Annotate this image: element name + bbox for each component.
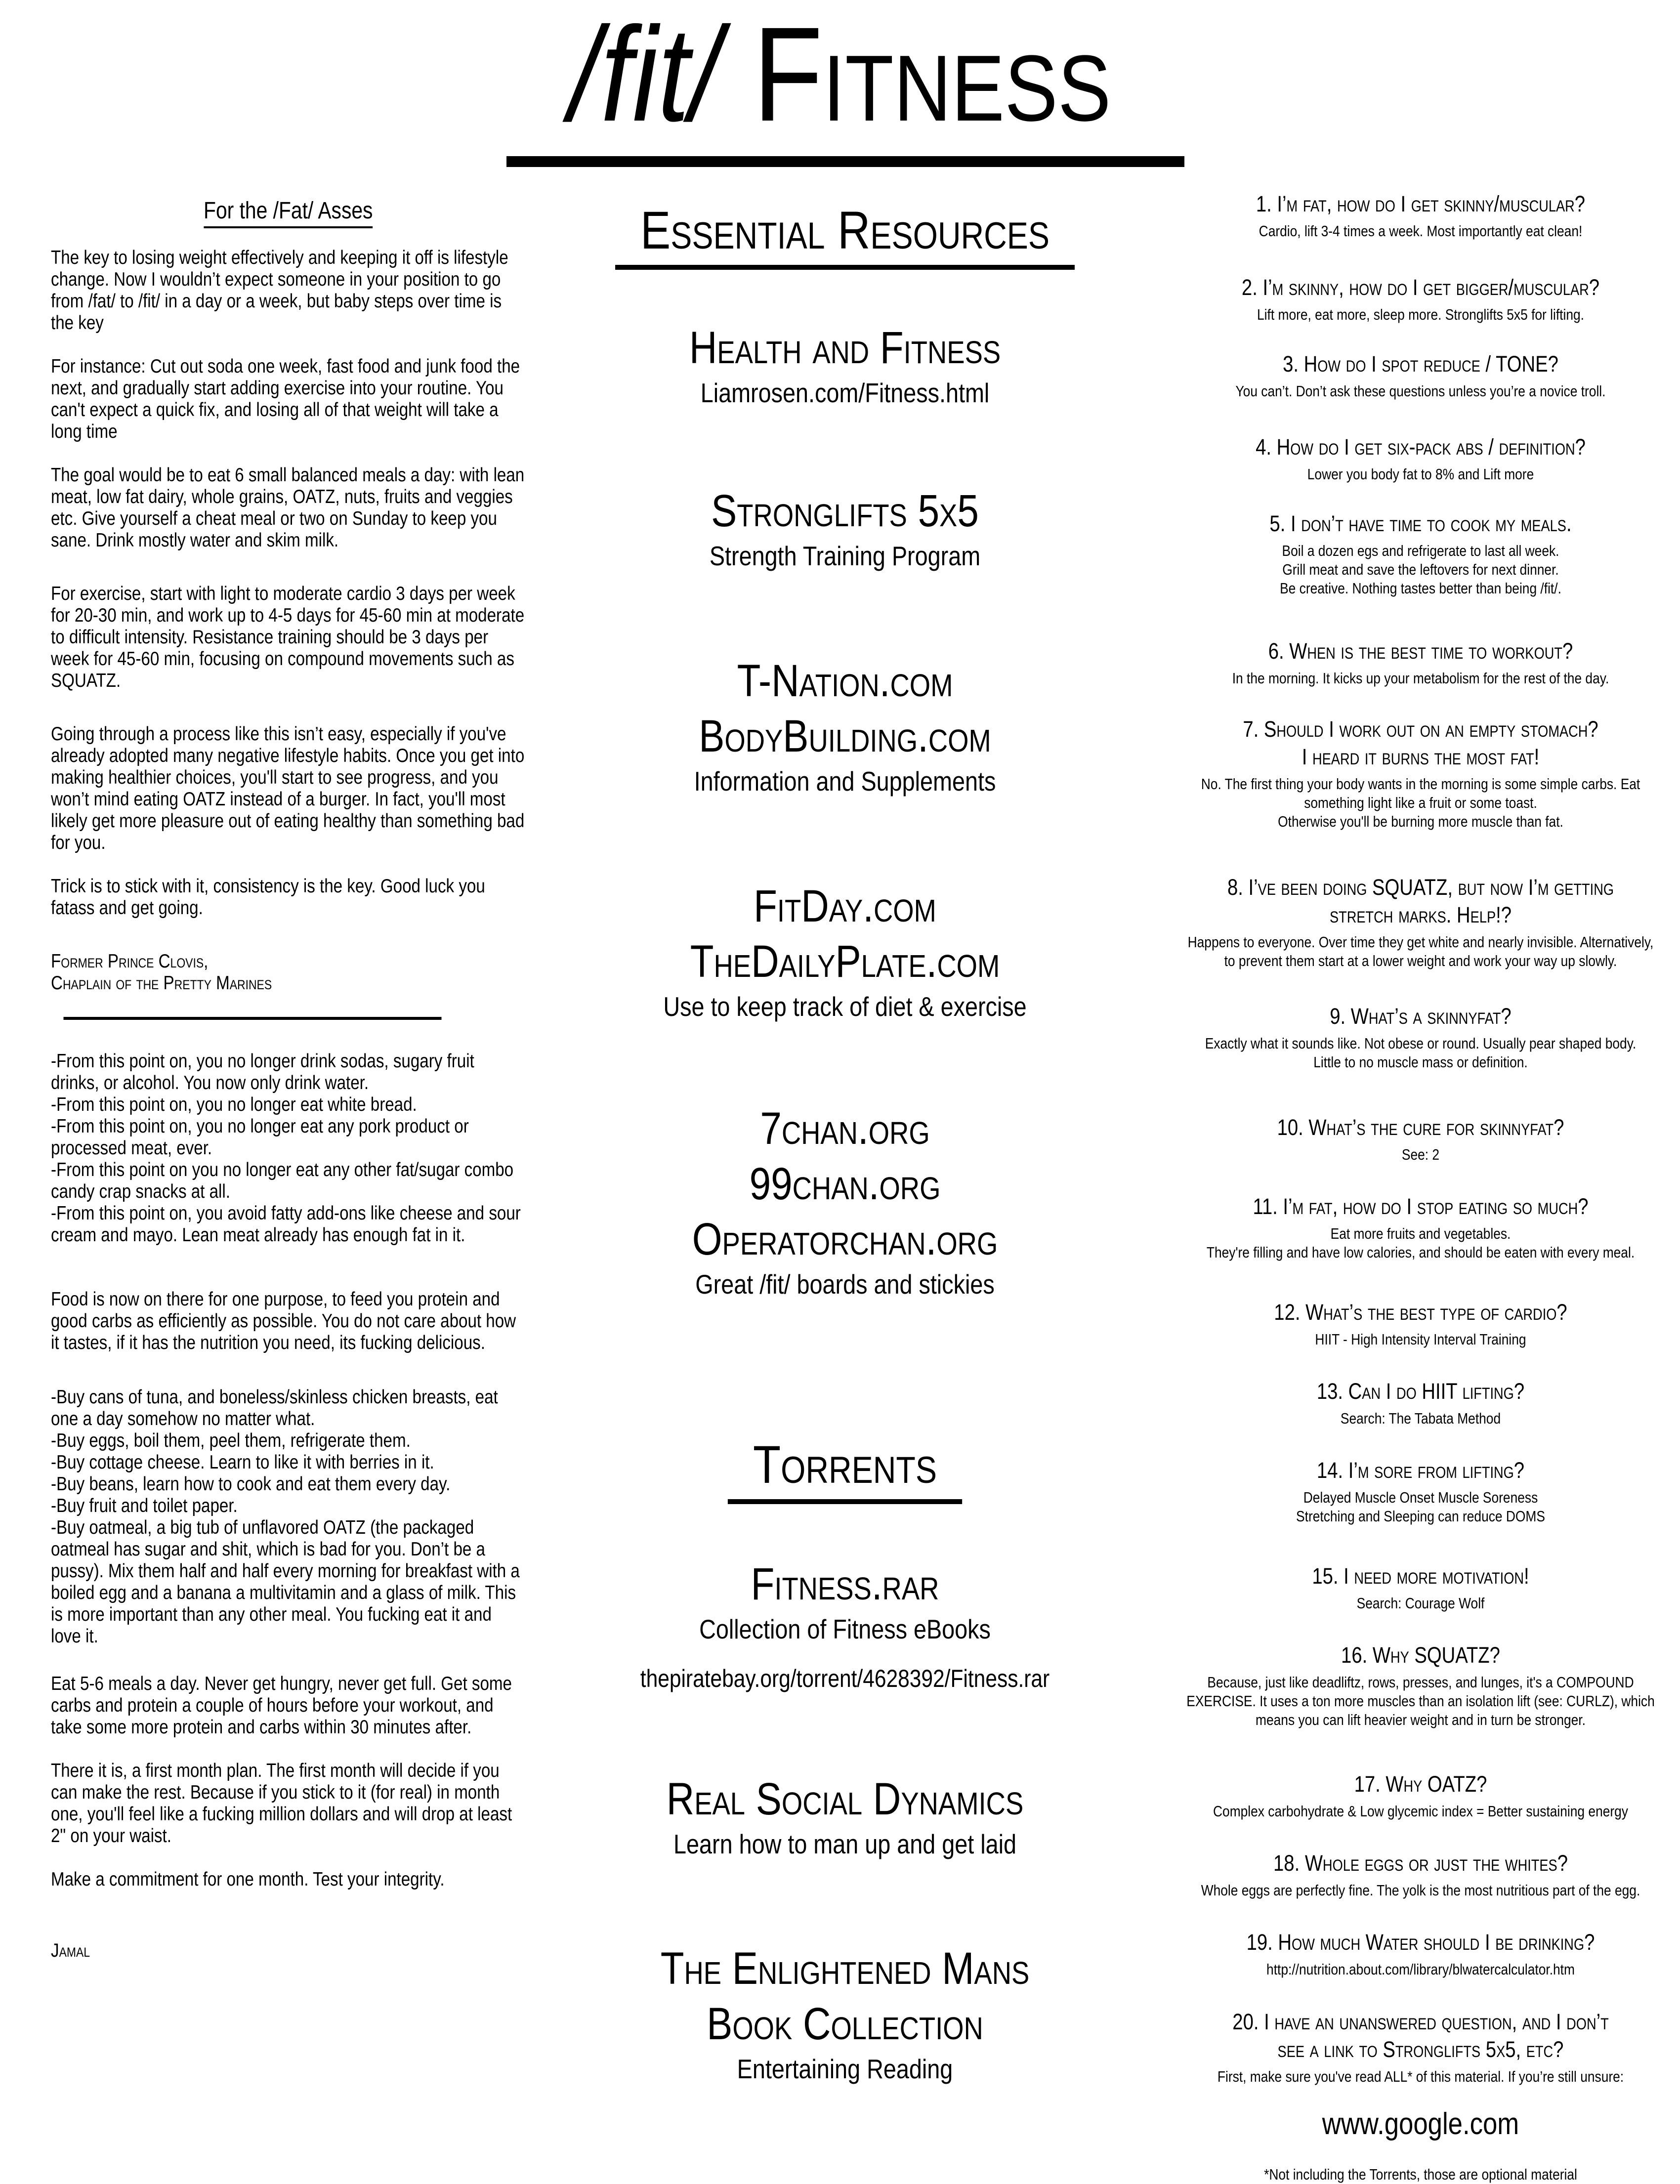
faq-answer: Boil a dozen egs and refrigerate to last all week.	[1148, 542, 1680, 560]
resource-fitday-dailyplate	[570, 879, 1120, 1022]
faq-question: 14. I’m sore from lifting?	[1148, 1457, 1680, 1484]
faq-answer: Delayed Muscle Onset Muscle Soreness	[1148, 1488, 1680, 1507]
google-url: www.google.com	[1148, 2107, 1680, 2142]
faq-answer: Eat more fruits and vegetables.	[1148, 1224, 1680, 1243]
resource-chans	[570, 1101, 1120, 1300]
resource-title: TheDailyPlate.com	[570, 934, 1120, 989]
faq-question: 3. How do I spot reduce / TONE?	[1148, 350, 1680, 378]
faq-answer: Otherwise you'll be burning more muscle than fat.	[1148, 812, 1680, 831]
faq-answer: Whole eggs are perfectly fine. The yolk is the most nutritious part of the egg.	[1148, 1881, 1680, 1900]
faq-item-5	[1148, 510, 1680, 598]
paragraph: For instance: Cut out soda one week, fast food and junk food the next, and gradually start adding exercise into your routine. You can't expect a quick fix, and losing all of that weight will take a long time	[51, 356, 526, 443]
faq-answer: Exactly what it sounds like. Not obese or round. Usually pear shaped body.	[1148, 1034, 1680, 1053]
signature-line: Chaplain of the Pretty Marines	[51, 972, 526, 994]
faq-item-2	[1148, 274, 1680, 324]
faq-answer: See: 2	[1148, 1145, 1680, 1164]
signature-line: Former Prince Clovis,	[51, 951, 526, 972]
faq-question: I heard it burns the most fat!	[1148, 743, 1680, 771]
resource-title: Stronglifts 5x5	[570, 483, 1120, 539]
board-name: /fit/	[569, 0, 721, 149]
paragraph: Make a commitment for one month. Test your integrity.	[51, 1869, 526, 1890]
torrents-heading: Torrents	[570, 1434, 1120, 1504]
paragraph: The key to losing weight effectively and keeping it off is lifestyle change. Now I wouldn’t expect someone in your position to go from /fat/ to /fit/ in a day or a week, but baby steps over time is the key	[51, 247, 526, 334]
faq-answer: Lift more, eat more, sleep more. Stronglifts 5x5 for lifting.	[1148, 305, 1680, 324]
faq-item-14	[1148, 1457, 1680, 1526]
resource-subtitle: thepiratebay.org/torrent/4628392/Fitness.rar	[570, 1663, 1120, 1694]
resource-subtitle: Strength Training Program	[570, 541, 1120, 571]
faq-question: 12. What’s the best type of cardio?	[1148, 1299, 1680, 1326]
resource-subtitle: Liamrosen.com/Fitness.html	[570, 378, 1120, 408]
fat-asses-column	[51, 198, 526, 1962]
faq-answer: means you can lift heavier weight and in turn be stronger.	[1148, 1711, 1680, 1729]
faq-answer: Stretching and Sleeping can reduce DOMS	[1148, 1507, 1680, 1526]
resource-enlightened-mans-books	[570, 1941, 1120, 2084]
faq-item-3	[1148, 350, 1680, 401]
faq-item-15	[1148, 1562, 1680, 1613]
title-word: Fitness	[753, 0, 1111, 149]
faq-answer: Cardio, lift 3-4 times a week. Most importantly eat clean!	[1148, 222, 1680, 241]
essential-resources-heading: Essential Resources	[570, 200, 1120, 270]
faq-answer: something light like a fruit or some toast.	[1148, 794, 1680, 812]
paragraph: Going through a process like this isn’t easy, especially if you've already adopted many negative lifestyle habits. Once you get into making healthier choices, you'll start to see progress, and you won’t mind eating OATZ instead of a burger. In fact, you'll most likely get more pleasure out of eating healthy than something bad for you.	[51, 723, 526, 854]
faq-item-11	[1148, 1193, 1680, 1262]
faq-answer: Happens to everyone. Over time they get white and nearly invisible. Alternatively,	[1148, 933, 1680, 952]
resource-subtitle: Entertaining Reading	[570, 2054, 1120, 2084]
faq-item-1	[1148, 190, 1680, 241]
faq-question: 19. How much Water should I be drinking?	[1148, 1929, 1680, 1956]
resource-subtitle: Great /fit/ boards and stickies	[570, 1269, 1120, 1300]
section-divider	[64, 1017, 442, 1020]
paragraph: For exercise, start with light to moderate cardio 3 days per week for 20-30 min, and work up to 4-5 days for 45-60 min at moderate to difficult intensity. Resistance training should be 3 days per week for 45-60 min, focusing on compound movements such as SQUATZ.	[51, 583, 526, 692]
faq-answer: HIIT - High Intensity Interval Training	[1148, 1330, 1680, 1349]
rule-item: -From this point on you no longer eat any other fat/sugar combo candy crap snacks at all.	[51, 1159, 526, 1203]
faq-answer: Complex carbohydrate & Low glycemic index = Better sustaining energy	[1148, 1802, 1680, 1821]
faq-answer: You can’t. Don’t ask these questions unless you’re a novice troll.	[1148, 382, 1680, 401]
buy-item: -Buy fruit and toilet paper.	[51, 1495, 526, 1517]
faq-column	[1148, 0, 1680, 2174]
faq-answer: In the morning. It kicks up your metabolism for the rest of the day.	[1148, 669, 1680, 688]
faq-question: 1. I’m fat, how do I get skinny/muscular?	[1148, 190, 1680, 218]
faq-question: 2. I’m skinny, how do I get bigger/muscular?	[1148, 274, 1680, 301]
faq-question: 13. Can I do HIIT lifting?	[1148, 1378, 1680, 1405]
faq-item-9	[1148, 1003, 1680, 1072]
signoff: Jamal	[51, 1940, 526, 1962]
paragraph: Food is now on there for one purpose, to feed you protein and good carbs as efficiently as possible. You do not care about how it tastes, if it has the nutrition you need, its fucking delicious.	[51, 1289, 526, 1354]
resource-title: T-Nation.com	[570, 653, 1120, 709]
rule-item: -From this point on, you no longer drink sodas, sugary fruit drinks, or alcohol. You now only drink water.	[51, 1050, 526, 1094]
faq-answer: http://nutrition.about.com/library/blwatercalculator.htm	[1148, 1960, 1680, 1979]
resource-title: Operatorchan.org	[570, 1212, 1120, 1267]
resource-title: BodyBuilding.com	[570, 709, 1120, 764]
resource-subtitle: Information and Supplements	[570, 766, 1120, 797]
resource-subtitle: Use to keep track of diet & exercise	[570, 991, 1120, 1022]
rule-item: -From this point on, you no longer eat white bread.	[51, 1094, 526, 1116]
faq-question: see a link to Stronglifts 5x5, etc?	[1148, 2036, 1680, 2063]
fat-asses-heading: For the /Fat/ Asses	[51, 198, 526, 228]
essential-resources-column	[570, 0, 1120, 2174]
faq-question: 10. What’s the cure for skinnyfat?	[1148, 1114, 1680, 1141]
faq-item-10	[1148, 1114, 1680, 1164]
resource-title: 99chan.org	[570, 1156, 1120, 1212]
faq-item-17	[1148, 1770, 1680, 1821]
faq-question: 16. Why SQUATZ?	[1148, 1641, 1680, 1669]
faq-answer: Lower you body fat to 8% and Lift more	[1148, 465, 1680, 484]
buy-item: -Buy cottage cheese. Learn to like it with berries in it.	[51, 1452, 526, 1473]
faq-question: 11. I’m fat, how do I stop eating so much?	[1148, 1193, 1680, 1220]
buy-item: -Buy oatmeal, a big tub of unflavored OATZ (the packaged oatmeal has sugar and shit, which is bad for you. Don’t be a pussy). Mix them half and half every morning for breakfast with a boiled egg and a banana a multivitamin and a glass of milk. This is more important than any other meal. You fucking eat it and love it.	[51, 1517, 526, 1647]
faq-question: 7. Should I work out on an empty stomach?	[1148, 715, 1680, 743]
paragraph: There it is, a first month plan. The first month will decide if you can make the rest. Because if you stick to it (for real) in month one, you'll feel like a fucking million dollars and will drop at least 2" on your waist.	[51, 1760, 526, 1847]
faq-answer: Search: The Tabata Method	[1148, 1409, 1680, 1428]
faq-item-20	[1148, 2008, 1680, 2184]
resource-health-and-fitness	[570, 320, 1120, 408]
faq-question: 6. When is the best time to workout?	[1148, 637, 1680, 665]
resource-title: 7chan.org	[570, 1101, 1120, 1156]
faq-answer: Because, just like deadliftz, rows, presses, and lunges, it's a COMPOUND	[1148, 1673, 1680, 1692]
paragraph: Trick is to stick with it, consistency is the key. Good luck you fatass and get going.	[51, 876, 526, 919]
faq-answer: No. The first thing your body wants in the morning is some simple carbs. Eat	[1148, 775, 1680, 794]
faq-answer: Be creative. Nothing tastes better than being /fit/.	[1148, 579, 1680, 598]
faq-question: 20. I have an unanswered question, and I don’t	[1148, 2008, 1680, 2036]
faq-item-7	[1148, 715, 1680, 831]
resource-title: Fitness.rar	[570, 1556, 1120, 1612]
paragraph: Eat 5-6 meals a day. Never get hungry, never get full. Get some carbs and protein a couple of hours before your workout, and take some more protein and carbs within 30 minutes after.	[51, 1673, 526, 1738]
buy-list	[51, 1386, 526, 1647]
faq-question: 17. Why OATZ?	[1148, 1770, 1680, 1798]
rule-item: -From this point on, you no longer eat any pork product or processed meat, ever.	[51, 1116, 526, 1159]
buy-item: -Buy cans of tuna, and boneless/skinless chicken breasts, eat one a day somehow no matter what.	[51, 1386, 526, 1430]
faq-question: 4. How do I get six-pack abs / definition?	[1148, 433, 1680, 461]
faq-question: 8. I’ve been doing SQUATZ, but now I’m getting	[1148, 874, 1680, 901]
resource-subtitle: Learn how to man up and get laid	[570, 1829, 1120, 1859]
faq-question: 18. Whole eggs or just the whites?	[1148, 1849, 1680, 1877]
faq-item-8	[1148, 874, 1680, 970]
resource-stronglifts	[570, 483, 1120, 571]
torrents-footnote: *Not including the Torrents, those are optional material	[1148, 2165, 1680, 2184]
faq-answer: to prevent them start at a lower weight and work your way up slowly.	[1148, 952, 1680, 970]
faq-item-4	[1148, 433, 1680, 484]
resource-fitness-rar	[570, 1556, 1120, 1694]
buy-item: -Buy beans, learn how to cook and eat them every day.	[51, 1473, 526, 1495]
resource-title: Real Social Dynamics	[570, 1771, 1120, 1827]
faq-answer: Grill meat and save the leftovers for next dinner.	[1148, 560, 1680, 579]
rule-item: -From this point on, you avoid fatty add-ons like cheese and sour cream and mayo. Lean meat already has enough fat in it.	[51, 1203, 526, 1246]
faq-item-19	[1148, 1929, 1680, 1979]
resource-tnation-bodybuilding	[570, 653, 1120, 797]
resource-title: FitDay.com	[570, 879, 1120, 934]
resource-title: Health and Fitness	[570, 320, 1120, 376]
resource-real-social-dynamics	[570, 1771, 1120, 1859]
faq-item-6	[1148, 637, 1680, 688]
faq-answer: EXERCISE. It uses a ton more muscles than an isolation lift (see: CURLZ), which	[1148, 1692, 1680, 1711]
buy-item: -Buy eggs, boil them, peel them, refrigerate them.	[51, 1430, 526, 1452]
faq-answer: They're filling and have low calories, and should be eaten with every meal.	[1148, 1243, 1680, 1262]
signature	[51, 951, 526, 994]
faq-question: 9. What’s a skinnyfat?	[1148, 1003, 1680, 1030]
faq-item-16	[1148, 1641, 1680, 1729]
faq-answer: First, make sure you've read ALL* of this material. If you’re still unsure:	[1148, 2067, 1680, 2086]
resource-subtitle: Collection of Fitness eBooks	[570, 1614, 1120, 1644]
rules-list	[51, 1050, 526, 1246]
resource-title: Book Collection	[570, 1996, 1120, 2052]
faq-item-18	[1148, 1849, 1680, 1900]
faq-question: 5. I don’t have time to cook my meals.	[1148, 510, 1680, 538]
faq-answer: Little to no muscle mass or definition.	[1148, 1053, 1680, 1072]
faq-item-12	[1148, 1299, 1680, 1349]
faq-answer: Search: Courage Wolf	[1148, 1594, 1680, 1613]
paragraph: The goal would be to eat 6 small balanced meals a day: with lean meat, low fat dairy, whole grains, OATZ, nuts, fruits and veggies etc. Give yourself a cheat meal or two on Sunday to keep you sane. Drink mostly water and skim milk.	[51, 464, 526, 551]
resource-title: The Enlightened Mans	[570, 1941, 1120, 1996]
faq-item-13	[1148, 1378, 1680, 1428]
faq-question: 15. I need more motivation!	[1148, 1562, 1680, 1590]
faq-question: stretch marks. Help!?	[1148, 901, 1680, 929]
